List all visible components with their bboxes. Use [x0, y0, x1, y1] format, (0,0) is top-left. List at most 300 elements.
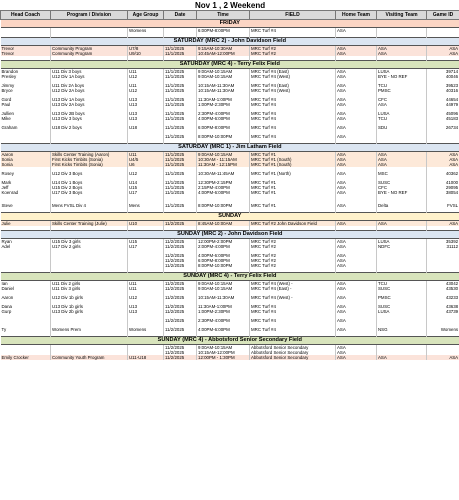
- cell-date: 11/1/2025: [164, 157, 197, 162]
- cell-time: 6:00PM-8:00PM: [197, 125, 250, 130]
- cell-age-group: Womens: [128, 28, 164, 34]
- cell-program-division: U15 Div 3 girls: [51, 239, 128, 245]
- cell-game-id: ASA: [427, 152, 459, 158]
- cell-game-id: FVSL: [427, 203, 459, 208]
- cell-program-division: U13 Div 1A boys: [51, 97, 128, 102]
- cell-program-division: U12 Div 1A boys: [51, 74, 128, 79]
- cell-time: 2:00PM-4:00PM: [197, 244, 250, 249]
- cell-date: 11/1/2025: [164, 203, 197, 208]
- section-label: FRIDAY: [1, 20, 459, 28]
- cell-head-coach: Trevor: [1, 51, 51, 56]
- cell-program-division: First Kicks Timbits (Sonia): [51, 162, 128, 167]
- cell-home-team: ASA: [336, 185, 377, 190]
- column-header-game-id: Game ID: [427, 11, 459, 20]
- cell-age-group: U6: [128, 162, 164, 167]
- cell-field: MRC Turf #1: [250, 190, 336, 195]
- cell-game-id: 41000: [427, 180, 459, 185]
- section-header: [1, 213, 459, 221]
- cell-time: 10:30AM - 11:15AM: [197, 157, 250, 162]
- cell-field: MRC Turf #4: [250, 97, 336, 102]
- cell-head-coach: Gurp: [1, 309, 51, 314]
- cell-program-division: U18 Div 2 boys: [51, 125, 128, 130]
- cell-age-group: U12: [128, 88, 164, 93]
- cell-time: 10:15AM-12:00PM: [197, 350, 250, 355]
- cell-head-coach: Koenrad: [1, 190, 51, 195]
- section-label: SATURDAY (MRC 2) - John Davidson Field: [1, 38, 459, 46]
- cell-game-id: Womens: [427, 327, 459, 332]
- cell-visiting-team: ASA: [377, 102, 427, 107]
- cell-home-team: ASA: [336, 152, 377, 158]
- cell-field: MRC Turf #2: [250, 253, 336, 258]
- cell-game-id: ASA: [427, 355, 459, 360]
- cell-visiting-team: BYE - NO REF: [377, 190, 427, 195]
- cell-field: MRC Turf #4: [250, 102, 336, 107]
- header-row: [1, 11, 459, 20]
- cell-age-group: U11-U18: [128, 355, 164, 360]
- cell-age-group: U12: [128, 295, 164, 300]
- cell-home-team: ASA: [336, 281, 377, 287]
- cell-date: 11/1/2025: [164, 111, 197, 116]
- cell-game-id: ASA: [427, 51, 459, 56]
- cell-program-division: U13 Div 3 boys: [51, 116, 128, 121]
- cell-visiting-team: PMSC: [377, 88, 427, 93]
- cell-head-coach: Aaron: [1, 295, 51, 300]
- cell-program-division: U13 Div 2B boys: [51, 111, 128, 116]
- cell-head-coach: Trevor: [1, 46, 51, 52]
- column-header-age-group: Age Group: [128, 11, 164, 20]
- cell-visiting-team: LUSA: [377, 69, 427, 75]
- cell-visiting-team: LUSA: [377, 111, 427, 116]
- cell-date: 11/1/2025: [164, 88, 197, 93]
- cell-game-id: 31112: [427, 244, 459, 249]
- cell-home-team: ASA: [336, 253, 377, 258]
- cell-home-team: ASA: [336, 190, 377, 195]
- cell-head-coach: Gord: [1, 97, 51, 102]
- cell-time: 12:30PM-2:15PM: [197, 180, 250, 185]
- cell-program-division: U11 Div 3 girls: [51, 286, 128, 291]
- cell-time: 12:00PM-2:00PM: [197, 239, 250, 245]
- cell-game-id: 40046: [427, 74, 459, 79]
- cell-program-division: U15 Div 2 Boys: [51, 185, 128, 190]
- cell-home-team: ASA: [336, 171, 377, 176]
- cell-program-division: U13 Div 2A boys: [51, 102, 128, 107]
- cell-field: MRC Turf #4 (West): [250, 74, 336, 79]
- cell-head-coach: Brandon: [1, 69, 51, 75]
- cell-home-team: ASA: [336, 74, 377, 79]
- table-row: [1, 190, 459, 195]
- cell-home-team: ASA: [336, 244, 377, 249]
- cell-head-coach: Ryan: [1, 239, 51, 245]
- cell-age-group: U18: [128, 125, 164, 130]
- cell-field: MRC Turf #4 (East): [250, 69, 336, 75]
- cell-time: 11:30AM-1:00PM: [197, 304, 250, 309]
- cell-time: 11:30AM - 12:15PM: [197, 162, 250, 167]
- cell-visiting-team: TCU: [377, 83, 427, 88]
- cell-age-group: U11: [128, 69, 164, 75]
- table-row: [1, 295, 459, 300]
- cell-field: MRC Turf #2: [250, 46, 336, 52]
- cell-home-team: ASA: [336, 318, 377, 323]
- cell-head-coach: Rosey: [1, 171, 51, 176]
- cell-home-team: ASA: [336, 203, 377, 208]
- cell-age-group: U13: [128, 111, 164, 116]
- cell-field: MRC Turf #1 (North): [250, 171, 336, 176]
- cell-date: 11/2/2025: [164, 304, 197, 309]
- cell-field: Abbotsford Senior Secondary: [250, 355, 336, 360]
- cell-age-group: U15: [128, 239, 164, 245]
- column-header-date: Date: [164, 11, 197, 20]
- cell-visiting-team: Delta: [377, 203, 427, 208]
- cell-home-team: ASA: [336, 295, 377, 300]
- cell-game-id: 43638: [427, 304, 459, 309]
- cell-date: 11/2/2025: [164, 253, 197, 258]
- cell-visiting-team: ASA: [377, 221, 427, 227]
- cell-age-group: U11: [128, 281, 164, 287]
- cell-visiting-team: SUSC: [377, 180, 427, 185]
- cell-time: 6:00PM-8:00PM: [197, 258, 250, 263]
- cell-visiting-team: TCU: [377, 281, 427, 287]
- cell-date: 11/1/2025: [164, 171, 197, 176]
- cell-field: MRC Turf #4: [250, 318, 336, 323]
- cell-head-coach: Steve: [1, 203, 51, 208]
- cell-age-group: U14: [128, 180, 164, 185]
- cell-date: 11/2/2025: [164, 263, 197, 268]
- cell-home-team: ASA: [336, 286, 377, 291]
- cell-time: 9:00AM-10:15AM: [197, 286, 250, 291]
- cell-game-id: 44979: [427, 102, 459, 107]
- cell-field: MRC Turf #4: [250, 134, 336, 139]
- cell-game-id: 45096: [427, 111, 459, 116]
- cell-home-team: ASA: [336, 46, 377, 52]
- cell-field: MRC Turf #2 John Davidson Field: [250, 221, 336, 227]
- cell-game-id: 43233: [427, 295, 459, 300]
- cell-home-team: ASA: [336, 51, 377, 56]
- cell-date: 11/1/2025: [164, 74, 197, 79]
- cell-field: MRC Turf #1 (South): [250, 157, 336, 162]
- section-label: SUNDAY (MRC 2) - John Davidson Field: [1, 231, 459, 239]
- column-header-time: Time: [197, 11, 250, 20]
- section-header: [1, 273, 459, 281]
- table-row: [1, 355, 459, 360]
- section-label: SUNDAY (MRC 4) - Abbotsford Senior Secondary Field: [1, 337, 459, 345]
- cell-home-team: ASA: [336, 116, 377, 121]
- cell-visiting-team: ASA: [377, 46, 427, 52]
- cell-head-coach: Aaron: [1, 152, 51, 158]
- cell-time: 9:00AM-10:15AM: [197, 345, 250, 351]
- cell-field: MRC Turf #4: [250, 304, 336, 309]
- cell-date: 11/1/2025: [164, 102, 197, 107]
- cell-age-group: U9/10: [128, 51, 164, 56]
- cell-date: 11/2/2025: [164, 327, 197, 332]
- cell-date: 11/2/2025: [164, 345, 197, 351]
- cell-program-division: Womens Prem: [51, 327, 128, 332]
- cell-time: 9:00AM-10:15AM: [197, 74, 250, 79]
- cell-game-id: ASA: [427, 46, 459, 52]
- cell-program-division: Community Program: [51, 51, 128, 56]
- cell-visiting-team: ASA: [377, 162, 427, 167]
- table-row: [1, 88, 459, 93]
- section-label: SUNDAY: [1, 213, 459, 221]
- cell-program-division: U12 Div 1b girls: [51, 295, 128, 300]
- cell-program-division: Skills Center Training (Julie): [51, 221, 128, 227]
- cell-visiting-team: SDU: [377, 125, 427, 130]
- cell-date: 11/2/2025: [164, 221, 197, 227]
- cell-program-division: U12 Div 2A boys: [51, 88, 128, 93]
- cell-game-id: 45183: [427, 116, 459, 121]
- cell-age-group: U4/5: [128, 157, 164, 162]
- cell-home-team: ASA: [336, 239, 377, 245]
- column-header-field: FIELD: [250, 11, 336, 20]
- cell-date: 11/2/2025: [164, 258, 197, 263]
- cell-field: Abbotsford Senior Secondary: [250, 345, 336, 351]
- cell-age-group: U17: [128, 244, 164, 249]
- cell-time: 8:00PM-10:00PM: [197, 134, 250, 139]
- cell-head-coach: Emily Crocker: [1, 355, 51, 360]
- cell-game-id: 43530: [427, 286, 459, 291]
- cell-date: 11/1/2025: [164, 97, 197, 102]
- cell-age-group: Womens: [128, 327, 164, 332]
- cell-home-team: ASA: [336, 97, 377, 102]
- cell-home-team: ASA: [336, 304, 377, 309]
- cell-time: 4:00PM-6:00PM: [197, 190, 250, 195]
- cell-age-group: U13: [128, 309, 164, 314]
- cell-time: 2:15PM-4:00PM: [197, 185, 250, 190]
- cell-visiting-team: ASA: [377, 51, 427, 56]
- section-header: [1, 144, 459, 152]
- cell-age-group: U15: [128, 185, 164, 190]
- cell-home-team: ASA: [336, 102, 377, 107]
- cell-head-coach: Dana: [1, 304, 51, 309]
- cell-date: 11/1/2025: [164, 162, 197, 167]
- cell-head-coach: Daniel: [1, 286, 51, 291]
- cell-visiting-team: CFC: [377, 97, 427, 102]
- section-label: SUNDAY (MRC 4) - Terry Felix Field: [1, 273, 459, 281]
- cell-home-team: ASA: [336, 350, 377, 355]
- cell-field: MRC Turf #2: [250, 239, 336, 245]
- cell-age-group: U17: [128, 190, 164, 195]
- cell-date: 11/1/2025: [164, 116, 197, 121]
- cell-head-coach: Graham: [1, 125, 51, 130]
- cell-game-id: 38054: [427, 190, 459, 195]
- cell-field: MRC Turf #2: [250, 244, 336, 249]
- cell-program-division: U11 Div 2 girls: [51, 281, 128, 287]
- cell-field: MRC Turf #4: [250, 111, 336, 116]
- cell-date: 11/2/2025: [164, 350, 197, 355]
- cell-time: 10:30AM-11:45AM: [197, 171, 250, 176]
- cell-age-group: U13: [128, 102, 164, 107]
- cell-head-coach: Julie: [1, 221, 51, 227]
- cell-home-team: ASA: [336, 125, 377, 130]
- cell-head-coach: Mike: [1, 116, 51, 121]
- cell-home-team: ASA: [336, 83, 377, 88]
- cell-date: 11/2/2025: [164, 286, 197, 291]
- column-header-head-coach: Head Coach: [1, 11, 51, 20]
- cell-time: 9:00AM-10:15AM: [197, 152, 250, 158]
- cell-date: 11/1/2025: [164, 134, 197, 139]
- cell-date: 11/1/2025: [164, 190, 197, 195]
- cell-field: MRC Turf #2: [250, 258, 336, 263]
- cell-field: MRC Turf #4: [250, 309, 336, 314]
- cell-date: 11/1/2025: [164, 46, 197, 52]
- cell-field: MRC Turf #4 (West) -: [250, 281, 336, 287]
- cell-time: 12:00PM - 1:30PM: [197, 355, 250, 360]
- section-header: [1, 337, 459, 345]
- cell-program-division: Mens FVSL Div 4: [51, 203, 128, 208]
- cell-visiting-team: PMSC: [377, 295, 427, 300]
- cell-time: 9:00AM-10:15AM: [197, 281, 250, 287]
- cell-field: MRC Turf #4: [250, 28, 336, 34]
- cell-head-coach: Sonia: [1, 157, 51, 162]
- cell-game-id: ASA: [427, 162, 459, 167]
- cell-home-team: ASA: [336, 345, 377, 351]
- cell-visiting-team: BYE - NO REF: [377, 74, 427, 79]
- cell-date: 11/2/2025: [164, 318, 197, 323]
- cell-game-id: 29095: [427, 185, 459, 190]
- cell-age-group: U13: [128, 304, 164, 309]
- cell-home-team: ASA: [336, 221, 377, 227]
- title-row: [1, 0, 459, 11]
- cell-field: MRC Turf #1: [250, 203, 336, 208]
- cell-head-coach: Sonia: [1, 162, 51, 167]
- cell-time: 10:15AM-11:30AM: [197, 295, 250, 300]
- cell-home-team: ASA: [336, 88, 377, 93]
- cell-home-team: ASA: [336, 69, 377, 75]
- cell-time: 6:00PM-8:00PM: [197, 28, 250, 34]
- cell-visiting-team: NDFC: [377, 244, 427, 249]
- cell-date: 11/2/2025: [164, 281, 197, 287]
- cell-date: 11/1/2025: [164, 69, 197, 75]
- cell-time: 9:00AM-10:15AM: [197, 69, 250, 75]
- page-title: Nov 1 , 2 Weekend: [195, 0, 266, 10]
- cell-field: MRC Turf #2: [250, 263, 336, 268]
- cell-game-id: ASA: [427, 157, 459, 162]
- cell-time: 1:00PM-2:30PM: [197, 102, 250, 107]
- cell-head-coach: Jeff: [1, 185, 51, 190]
- cell-age-group: U12: [128, 171, 164, 176]
- cell-home-team: ASA: [336, 263, 377, 268]
- cell-time: 11:30AM-1:00PM: [197, 97, 250, 102]
- cell-field: MRC Turf #2: [250, 51, 336, 56]
- cell-time: 4:00PM-6:00PM: [197, 116, 250, 121]
- cell-home-team: ASA: [336, 180, 377, 185]
- cell-program-division: U11 Div 2A boys: [51, 83, 128, 88]
- cell-game-id: 44654: [427, 97, 459, 102]
- cell-program-division: Community Youth Program: [51, 355, 128, 360]
- cell-home-team: ASA: [336, 309, 377, 314]
- cell-visiting-team: SUSC: [377, 304, 427, 309]
- cell-home-team: ASA: [336, 327, 377, 332]
- cell-time: 8:45AM-10:00AM: [197, 221, 250, 227]
- cell-date: 11/2/2025: [164, 295, 197, 300]
- cell-program-division: Skills Center Training (Aaron): [51, 152, 128, 158]
- cell-date: 11/1/2025: [164, 185, 197, 190]
- cell-date: 11/2/2025: [164, 355, 197, 360]
- cell-game-id: 43739: [427, 309, 459, 314]
- cell-game-id: 40362: [427, 171, 459, 176]
- cell-program-division: Community Program: [51, 46, 128, 52]
- cell-field: MRC Turf #1: [250, 185, 336, 190]
- cell-time: 8:00PM-10:00PM: [197, 203, 250, 208]
- cell-age-group: U13: [128, 116, 164, 121]
- cell-field: MRC Turf #4: [250, 125, 336, 130]
- cell-date: 11/1/2025: [164, 83, 197, 88]
- section-header: [1, 20, 459, 28]
- cell-program-division: U17 Div 2 girls: [51, 244, 128, 249]
- cell-home-team: ASA: [336, 258, 377, 263]
- cell-visiting-team: CFC: [377, 185, 427, 190]
- cell-date: 11/1/2025: [164, 51, 197, 56]
- section-label: SATURDAY (MRC 1) - Jim Latham Field: [1, 144, 459, 152]
- cell-age-group: U12: [128, 74, 164, 79]
- cell-visiting-team: TCU: [377, 116, 427, 121]
- cell-date: 11/1/2025: [164, 152, 197, 158]
- section-header: [1, 61, 459, 69]
- cell-head-coach: Adel: [1, 244, 51, 249]
- cell-program-division: U13 Div 2b girls: [51, 309, 128, 314]
- cell-field: MRC Turf #4 (West) -: [250, 295, 336, 300]
- cell-visiting-team: SUSC: [377, 286, 427, 291]
- section-header: [1, 38, 459, 46]
- cell-time: 8:00PM-10:00PM: [197, 263, 250, 268]
- cell-visiting-team: ASA: [377, 157, 427, 162]
- cell-head-coach: Presley: [1, 74, 51, 79]
- section-header: [1, 231, 459, 239]
- cell-head-coach: Ty: [1, 327, 51, 332]
- cell-age-group: U11: [128, 83, 164, 88]
- cell-field: MRC Turf #4: [250, 327, 336, 332]
- cell-field: MRC Turf #1: [250, 152, 336, 158]
- cell-home-team: ASA: [336, 157, 377, 162]
- cell-age-group: U10: [128, 221, 164, 227]
- cell-home-team: ASA: [336, 28, 377, 34]
- cell-age-group: U13: [128, 97, 164, 102]
- cell-head-coach: Jimmy: [1, 83, 51, 88]
- column-header-program-division: Program / Division: [51, 11, 128, 20]
- cell-time: 4:00PM-6:00PM: [197, 253, 250, 258]
- cell-time: 1:00PM-2:30PM: [197, 309, 250, 314]
- cell-home-team: ASA: [336, 162, 377, 167]
- cell-head-coach: Jullien: [1, 111, 51, 116]
- cell-field: MRC Turf #4 (West): [250, 88, 336, 93]
- cell-time: 4:00PM-6:00PM: [197, 327, 250, 332]
- cell-field: MRC Turf #4: [250, 116, 336, 121]
- cell-field: MRC Turf #1 (South): [250, 162, 336, 167]
- cell-date: 11/2/2025: [164, 244, 197, 249]
- cell-date: 11/2/2025: [164, 239, 197, 245]
- cell-home-team: ASA: [336, 134, 377, 139]
- column-header-home-team: Home Team: [336, 11, 377, 20]
- cell-time: 10:15AM-11:30AM: [197, 88, 250, 93]
- cell-visiting-team: LUSA: [377, 309, 427, 314]
- cell-program-division: U14 Div 1 Boys: [51, 180, 128, 185]
- cell-program-division: U11 Div 3 boys: [51, 69, 128, 75]
- cell-head-coach: Ian: [1, 281, 51, 287]
- cell-game-id: 39523: [427, 83, 459, 88]
- cell-time: 10:15AM-11:30AM: [197, 83, 250, 88]
- cell-time: 9:15AM-10:30AM: [197, 46, 250, 52]
- cell-time: 10:45AM-12:00PM: [197, 51, 250, 56]
- cell-age-group: U11: [128, 286, 164, 291]
- table-row: [1, 74, 459, 79]
- cell-field: Abbotsford Senior Secondary: [250, 350, 336, 355]
- cell-date: 11/1/2025: [164, 180, 197, 185]
- cell-age-group: Mens: [128, 203, 164, 208]
- cell-visiting-team: ASA: [377, 152, 427, 158]
- cell-game-id: 43042: [427, 281, 459, 287]
- cell-date: 11/1/2025: [164, 125, 197, 130]
- cell-age-group: U7/8: [128, 46, 164, 52]
- cell-program-division: U13 Div 1b girls: [51, 304, 128, 309]
